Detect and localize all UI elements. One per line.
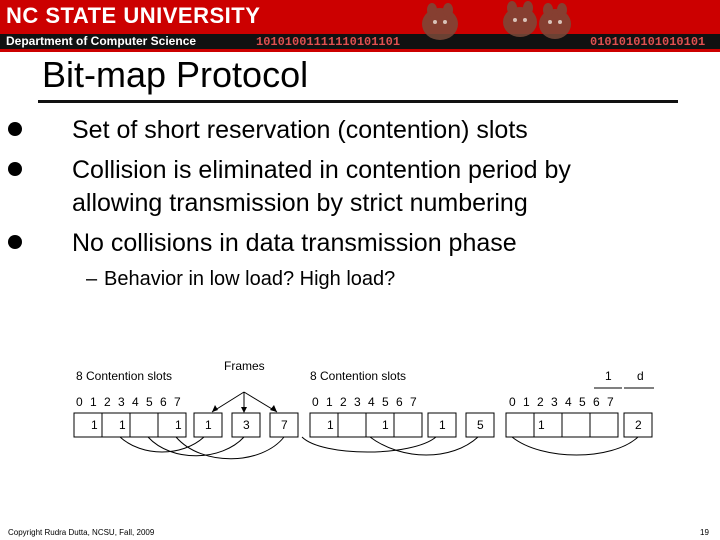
bullet-dot-icon — [8, 122, 22, 136]
bullet-text: Set of short reservation (contention) slots — [72, 116, 528, 144]
svg-text:5: 5 — [579, 395, 586, 409]
svg-text:3: 3 — [118, 395, 125, 409]
diagram-svg — [72, 357, 654, 463]
svg-text:0: 0 — [76, 395, 83, 409]
bit-slot-3: 1 — [119, 418, 126, 432]
arrow-slot2-frame2 — [512, 437, 638, 455]
page-number: 19 — [700, 528, 709, 537]
frame-1-b: 1 — [439, 418, 446, 432]
arrow-slot3-frame3 — [148, 437, 244, 456]
frames-label: Frames — [224, 359, 265, 373]
bullet-dot-icon — [8, 235, 22, 249]
slot-numbers-1 — [76, 395, 181, 409]
bullet-text: Collision is eliminated in contention period by — [72, 156, 571, 184]
svg-text:3: 3 — [354, 395, 361, 409]
frame-boxes-2 — [428, 413, 494, 437]
svg-text:7: 7 — [174, 395, 181, 409]
svg-text:4: 4 — [565, 395, 572, 409]
slot-numbers-2 — [312, 395, 417, 409]
bit-slot-1-b: 1 — [327, 418, 334, 432]
svg-text:1: 1 — [90, 395, 97, 409]
arrow-slot5-frame5 — [370, 437, 478, 455]
frame-5: 5 — [477, 418, 484, 432]
svg-text:5: 5 — [146, 395, 153, 409]
bit-slot-1: 1 — [91, 418, 98, 432]
binary-decoration-right: 0101010101010101 — [590, 35, 706, 49]
svg-text:4: 4 — [132, 395, 139, 409]
contention-label-1: 8 Contention slots — [76, 369, 173, 383]
bit-slot-7: 1 — [175, 418, 182, 432]
slot-boxes-3 — [506, 413, 618, 437]
bullet-text: allowing transmission by strict numbering — [72, 189, 528, 217]
svg-text:6: 6 — [593, 395, 600, 409]
legend-d-label: d — [637, 369, 644, 383]
svg-text:6: 6 — [160, 395, 167, 409]
header-banner — [0, 0, 720, 52]
bullet-text: No collisions in data transmission phase — [72, 229, 517, 257]
sub-bullet-text: Behavior in low load? High load? — [104, 268, 396, 290]
binary-decoration-left: 10101001111110101101 — [256, 35, 401, 49]
wolf-logo-icon — [410, 0, 580, 52]
svg-text:6: 6 — [396, 395, 403, 409]
svg-text:7: 7 — [607, 395, 614, 409]
bullet-dot-icon — [8, 162, 22, 176]
contention-label-2: 8 Contention slots — [310, 369, 407, 383]
sub-bullet-dash: – — [86, 268, 98, 290]
bit-slot-5-b: 1 — [382, 418, 389, 432]
svg-text:5: 5 — [382, 395, 389, 409]
bit-slot-2-c: 1 — [538, 418, 545, 432]
slot-numbers-3 — [509, 395, 614, 409]
frame-3: 3 — [243, 418, 250, 432]
frame-2: 2 — [635, 418, 642, 432]
bitmap-protocol-diagram — [72, 357, 654, 463]
frame-1: 1 — [205, 418, 212, 432]
svg-text:4: 4 — [368, 395, 375, 409]
university-name: NC STATE UNIVERSITY — [6, 3, 261, 28]
arrow-slot1-frame1-b — [302, 437, 436, 452]
svg-text:2: 2 — [340, 395, 347, 409]
slide-title: Bit-map Protocol — [42, 54, 309, 95]
footer-copyright: Copyright Rudra Dutta, NCSU, Fall, 2009 — [8, 528, 155, 537]
svg-text:1: 1 — [326, 395, 333, 409]
svg-text:2: 2 — [104, 395, 111, 409]
frame-arrows — [120, 392, 638, 459]
svg-text:2: 2 — [537, 395, 544, 409]
svg-text:0: 0 — [312, 395, 319, 409]
svg-text:7: 7 — [410, 395, 417, 409]
svg-text:1: 1 — [523, 395, 530, 409]
svg-text:3: 3 — [551, 395, 558, 409]
legend-one-label: 1 — [605, 369, 612, 383]
svg-text:0: 0 — [509, 395, 516, 409]
title-underline — [38, 100, 678, 103]
frame-7: 7 — [281, 418, 288, 432]
department-name: Department of Computer Science — [6, 34, 197, 48]
